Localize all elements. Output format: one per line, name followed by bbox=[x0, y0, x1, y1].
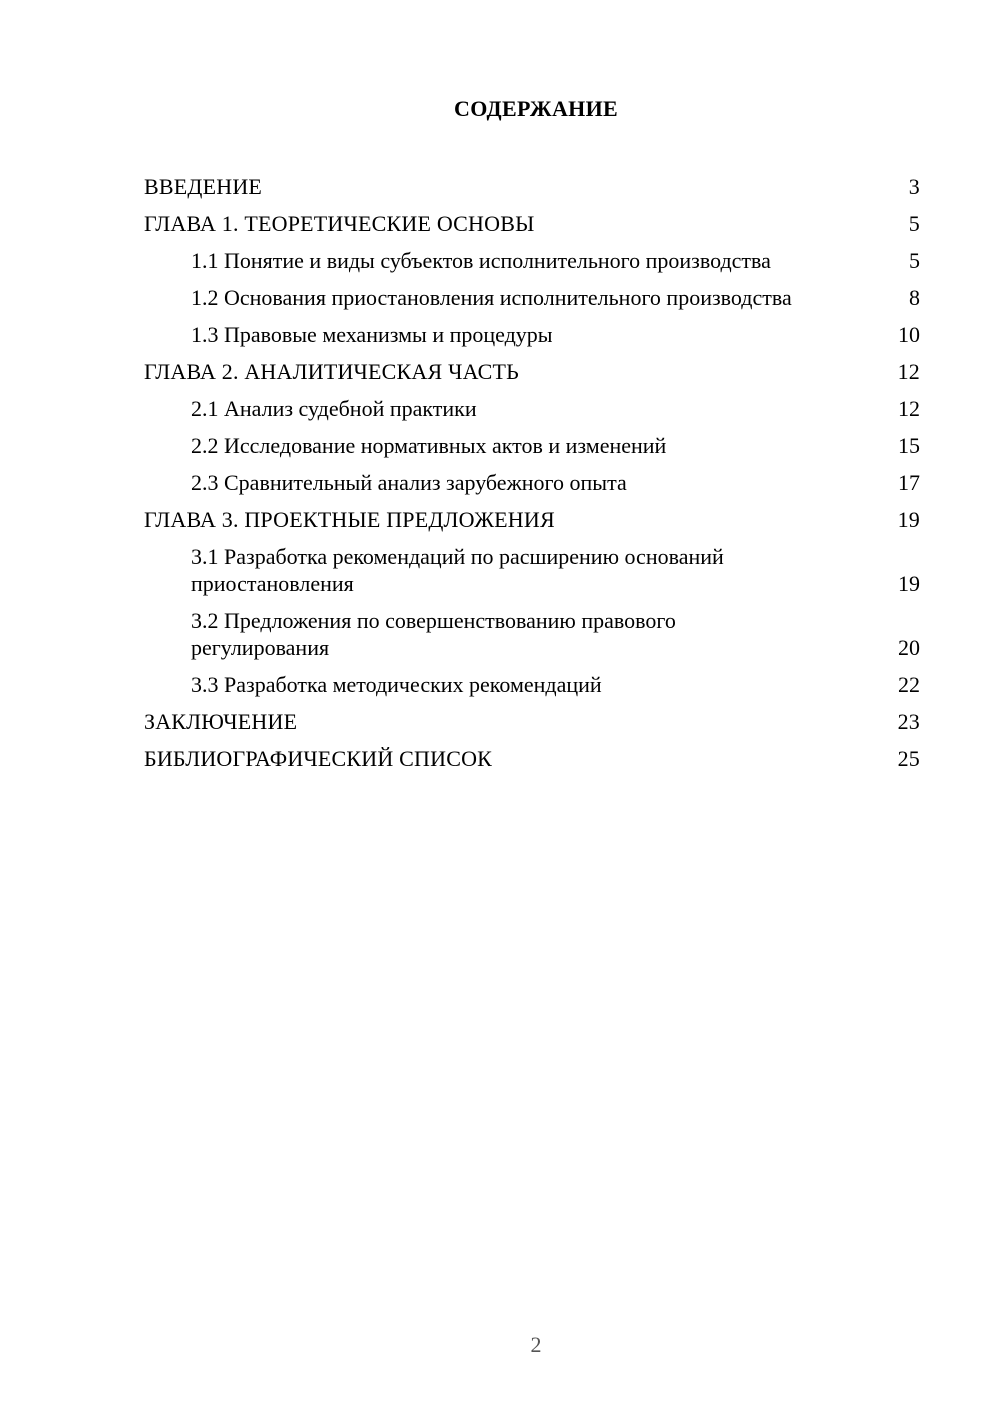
toc-entry-text: ВВЕДЕНИЕ bbox=[144, 174, 263, 199]
toc-entry-chapter-3 bbox=[144, 501, 920, 538]
toc-entry-text: 3.1 Разработка рекомендаций по расширению оснований приостановления bbox=[191, 544, 724, 596]
toc-entry-text: ЗАКЛЮЧЕНИЕ bbox=[144, 709, 298, 734]
toc-entry-text: ГЛАВА 3. ПРОЕКТНЫЕ ПРЕДЛОЖЕНИЯ bbox=[144, 507, 555, 532]
toc-entry-text: 1.2 Основания приостановления исполнительного производства bbox=[191, 285, 792, 310]
toc-entry-section-2-1 bbox=[144, 390, 920, 427]
toc-entry-text: БИБЛИОГРАФИЧЕСКИЙ СПИСОК bbox=[144, 746, 493, 771]
toc-entry-page: 23 bbox=[897, 709, 920, 734]
toc-entry-section-1-1 bbox=[144, 242, 920, 279]
toc-entry-section-2-2 bbox=[144, 427, 920, 464]
toc-entry-conclusion bbox=[144, 703, 920, 740]
toc-entry-chapter-2 bbox=[144, 353, 920, 390]
toc-entry-text: 3.2 Предложения по совершенствованию правового регулирования bbox=[191, 608, 676, 660]
toc-entry-page: 20 bbox=[898, 635, 920, 660]
toc-entry-page: 5 bbox=[909, 248, 920, 273]
toc-entry-page: 10 bbox=[898, 322, 920, 347]
toc-entry-page: 5 bbox=[908, 211, 920, 236]
table-of-contents bbox=[144, 168, 920, 777]
toc-entry-bibliography bbox=[144, 740, 920, 777]
toc-entry-text: 1.1 Понятие и виды субъектов исполнительного производства bbox=[191, 248, 771, 273]
toc-entry-page: 12 bbox=[897, 359, 920, 384]
toc-entry-section-1-2 bbox=[144, 279, 920, 316]
toc-entry-page: 8 bbox=[909, 285, 920, 310]
toc-entry-page: 17 bbox=[898, 470, 920, 495]
toc-entry-section-1-3 bbox=[144, 316, 920, 353]
toc-entry-text: 2.2 Исследование нормативных актов и изменений bbox=[191, 433, 667, 458]
toc-entry-text: 2.3 Сравнительный анализ зарубежного опыта bbox=[191, 470, 627, 495]
toc-entry-page: 25 bbox=[897, 746, 920, 771]
toc-entry-page: 19 bbox=[898, 571, 920, 596]
toc-entry-introduction bbox=[144, 168, 920, 205]
toc-entry-text: 1.3 Правовые механизмы и процедуры bbox=[191, 322, 553, 347]
toc-entry-text: 2.1 Анализ судебной практики bbox=[191, 396, 477, 421]
toc-entry-section-3-1 bbox=[144, 538, 920, 602]
toc-entry-page: 12 bbox=[898, 396, 920, 421]
page-number: 2 bbox=[530, 1332, 542, 1357]
toc-entry-section-3-3 bbox=[144, 666, 920, 703]
toc-entry-page: 22 bbox=[898, 672, 920, 697]
toc-entry-page: 15 bbox=[898, 433, 920, 458]
toc-entry-text: ГЛАВА 1. ТЕОРЕТИЧЕСКИЕ ОСНОВЫ bbox=[144, 211, 535, 236]
toc-entry-chapter-1 bbox=[144, 205, 920, 242]
toc-entry-page: 19 bbox=[897, 507, 920, 532]
toc-entry-page: 3 bbox=[908, 174, 920, 199]
toc-entry-text: ГЛАВА 2. АНАЛИТИЧЕСКАЯ ЧАСТЬ bbox=[144, 359, 519, 384]
toc-entry-text: 3.3 Разработка методических рекомендаций bbox=[191, 672, 602, 697]
toc-entry-section-2-3 bbox=[144, 464, 920, 501]
toc-entry-section-3-2 bbox=[144, 602, 920, 666]
toc-title: СОДЕРЖАНИЕ bbox=[454, 96, 618, 121]
